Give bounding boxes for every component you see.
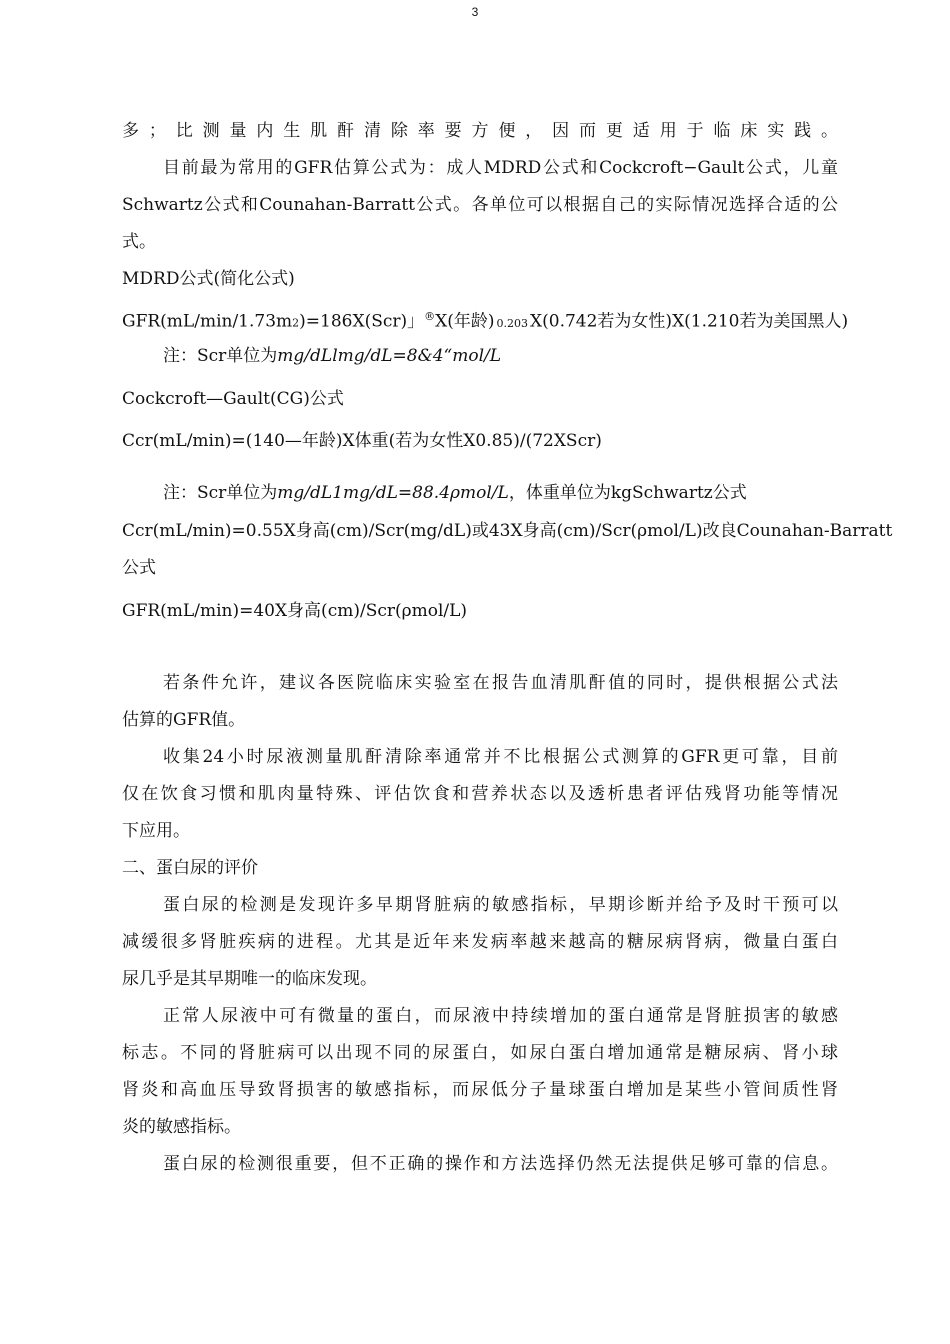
formula-part: X(年龄) <box>435 311 495 332</box>
note-lead: 注：Scr单位为 <box>163 483 278 503</box>
note-line <box>163 345 501 367</box>
formula-part: GFR(mL/min/1.73m <box>122 311 293 332</box>
note-units: mg/dL1mg/dL=88.4ρmol/L <box>277 483 509 503</box>
paragraph-line: 炎的敏感指标。 <box>122 1117 241 1137</box>
paragraph-line: 公式 <box>122 558 156 578</box>
paragraph-line: 式。 <box>122 232 156 252</box>
section-heading: 二、蛋白尿的评价 <box>122 858 258 878</box>
note-line <box>163 482 747 504</box>
page-number: 3 <box>471 5 479 19</box>
paragraph-line: 蛋白尿的检测是发现许多早期肾脏病的敏感指标，早期诊断并给予及时干预可以 <box>163 895 838 915</box>
formula-line: Ccr(mL/min)=(140—年龄)X体重(若为女性X0.85)/(72XScr) <box>122 431 602 451</box>
note-units: mg/dLlmg/dL=8&4“mol/L <box>277 346 502 366</box>
formula-heading: MDRD公式(简化公式) <box>122 269 295 289</box>
formula-part: X(0.742若为女性)X(1.210若为美国黑人) <box>530 311 849 332</box>
paragraph-line: 蛋白尿的检测很重要，但不正确的操作和方法选择仍然无法提供足够可靠的信息。 <box>163 1154 838 1174</box>
paragraph-line: 估算的GFR值。 <box>122 710 246 730</box>
paragraph-line: Schwartz公式和Counahan-Barratt公式。各单位可以根据自己的实际情况选择合适的公 <box>122 195 838 215</box>
paragraph-line: 目前最为常用的GFR估算公式为：成人MDRD公式和Cockcroft−Gault公式，儿童 <box>163 158 838 178</box>
formula-subscript: 2 <box>292 316 300 330</box>
formula-subscript: 0.203 <box>496 316 529 330</box>
formula-line: GFR(mL/min)=40X身高(cm)/Scr(ρmol/L) <box>122 601 468 621</box>
formula-line <box>122 306 848 335</box>
paragraph-line: 尿几乎是其早期唯一的临床发现。 <box>122 969 377 989</box>
formula-heading: Cockcroft—Gault(CG)公式 <box>122 389 344 409</box>
note-lead: 注：Scr单位为 <box>163 346 278 366</box>
formula-part: )=186X(Scr)」 <box>299 311 425 332</box>
formula-line: Ccr(mL/min)=0.55X身高(cm)/Scr(mg/dL)或43X身高(cm)/Scr(ρmol/L)改良Counahan-Barratt <box>122 521 893 541</box>
paragraph-line: 正常人尿液中可有微量的蛋白，而尿液中持续增加的蛋白通常是肾脏损害的敏感 <box>163 1006 838 1026</box>
paragraph-line: 收集24小时尿液测量肌酐清除率通常并不比根据公式测算的GFR更可靠，目前 <box>163 747 838 767</box>
paragraph-line: 多；比测量内生肌酐清除率要方便，因而更适用于临床实践。 <box>122 121 838 141</box>
paragraph-line: 肾炎和高血压导致肾损害的敏感指标，而尿低分子量球蛋白增加是某些小管间质性肾 <box>122 1080 838 1100</box>
paragraph-line: 若条件允许，建议各医院临床实验室在报告血清肌酐值的同时，提供根据公式法 <box>163 673 838 693</box>
formula-superscript: ® <box>424 310 436 323</box>
paragraph-line: 减缓很多肾脏疾病的进程。尤其是近年来发病率越来越高的糖尿病肾病，微量白蛋白 <box>122 932 838 952</box>
note-tail: ，体重单位为kgSchwartz公式 <box>508 483 747 503</box>
paragraph-line: 标志。不同的肾脏病可以出现不同的尿蛋白，如尿白蛋白增加通常是糖尿病、肾小球 <box>122 1043 838 1063</box>
paragraph-line: 下应用。 <box>122 821 190 841</box>
paragraph-line: 仅在饮食习惯和肌肉量特殊、评估饮食和营养状态以及透析患者评估残肾功能等情况 <box>122 784 838 804</box>
